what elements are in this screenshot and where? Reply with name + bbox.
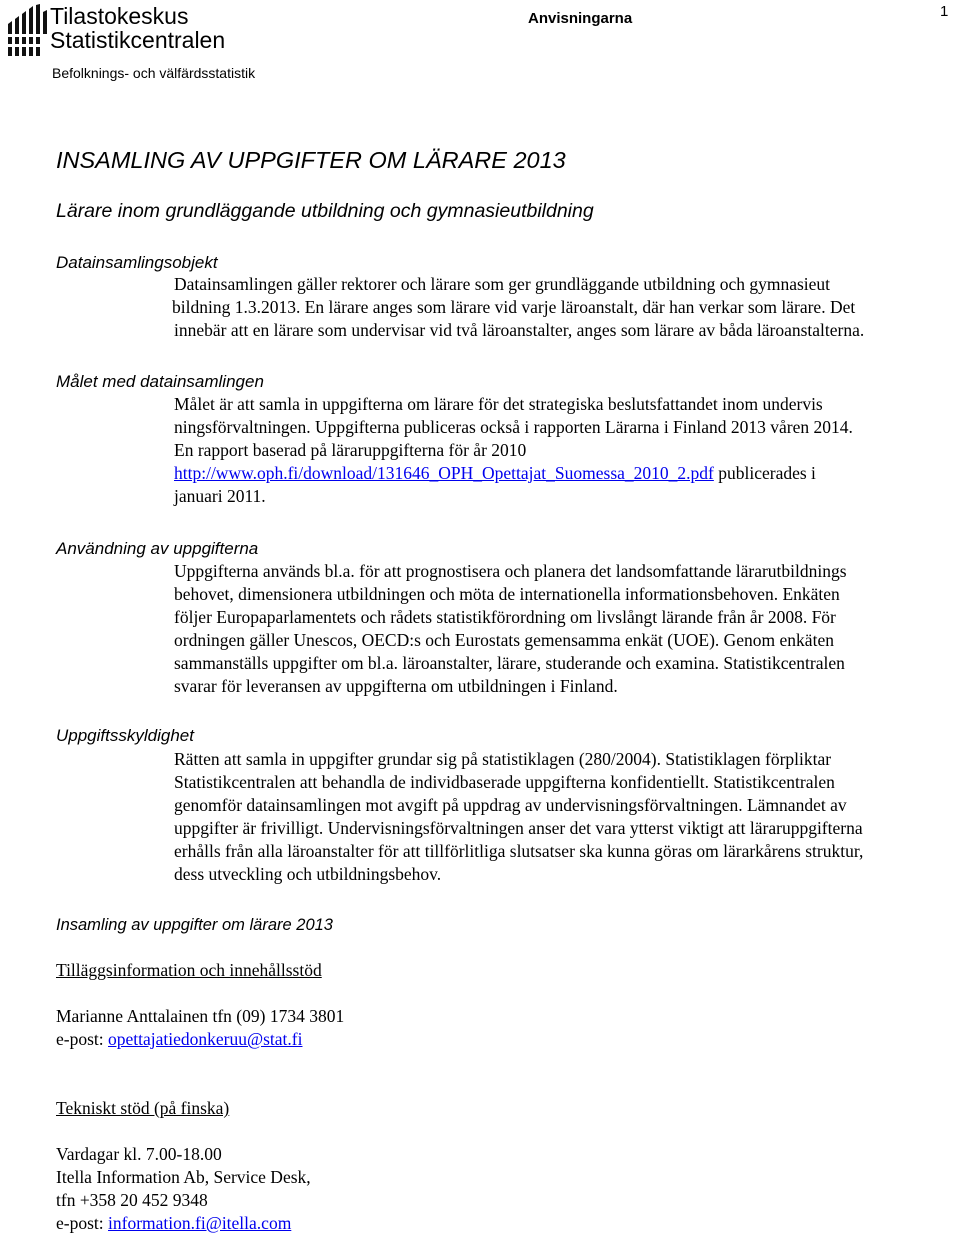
- survey-title: Insamling av uppgifter om lärare 2013: [56, 916, 333, 934]
- email-label: e-post:: [56, 1029, 109, 1049]
- paragraph-line: följer Europaparlamentets och rådets statistikförordning om livslångt lärande från år 2008. För: [174, 607, 836, 627]
- paragraph-line: Rätten att samla in uppgifter grundar sig på statistiklagen (280/2004). Statistiklagen förpliktar: [174, 749, 832, 769]
- section-heading-datainsamlingsobjekt: Datainsamlingsobjekt: [56, 253, 218, 272]
- contact-name: Marianne Anttalainen tfn (09) 1734 3801: [56, 1006, 345, 1026]
- section-body-datainsamlingsobjekt: [174, 273, 954, 342]
- section-heading-malet: Målet med datainsamlingen: [56, 372, 264, 391]
- paragraph-line: sammanställs uppgifter om bl.a. läroanstalter, lärare, studerande och examina. Statistikcentralen: [174, 653, 845, 673]
- section-heading-anvandning: Användning av uppgifterna: [56, 539, 259, 558]
- paragraph-line: svarar för leveransen av uppgifterna om utbildningen i Finland.: [174, 676, 618, 696]
- tech-company: Itella Information Ab, Service Desk,: [56, 1167, 311, 1187]
- paragraph-line: Datainsamlingen gäller rektorer och lärare som ger grundläggande utbildning och gymnasieut: [174, 274, 831, 294]
- paragraph-line: dess utveckling och utbildningsbehov.: [174, 864, 442, 884]
- paragraph-line: erhålls från alla läroanstalter för att tillförlitliga slutsatser ska kunna göras om lärarkårens struktur,: [174, 841, 864, 861]
- tech-support-heading: Tekniskt stöd (på finska): [56, 1098, 230, 1118]
- tech-phone: tfn +358 20 452 9348: [56, 1190, 208, 1210]
- department-label: Befolknings- och välfärdsstatistik: [52, 65, 256, 81]
- link-trailing-text: publicerades i: [713, 463, 816, 483]
- section-body-anvandning: [174, 560, 954, 698]
- paragraph-line: januari 2011.: [174, 486, 266, 506]
- contact-email-link[interactable]: opettajatiedonkeruu@stat.fi: [108, 1029, 303, 1049]
- contact-email-line: [56, 1029, 302, 1050]
- logo-text-swedish: Statistikcentralen: [50, 27, 226, 53]
- paragraph-line: Statistikcentralen att behandla de individbaserade uppgifterna konfidentiellt. Statistikcentralen: [174, 772, 835, 792]
- paragraph-line: ordningen gäller Unescos, OECD:s och Eurostats gemensamma enkät (UOE). Genom enkäten: [174, 630, 834, 650]
- paragraph-line: En rapport baserad på läraruppgifterna för år 2010: [174, 440, 527, 460]
- paragraph-line: Målet är att samla in uppgifterna om lärare för det strategiska beslutsfattandet inom undervis: [174, 394, 823, 414]
- report-link[interactable]: http://www.oph.fi/download/131646_OPH_Opettajat_Suomessa_2010_2.pdf: [174, 463, 714, 483]
- paragraph-line: innebär att en lärare som undervisar vid två läroanstalter, anges som lärare av båda läroanstalterna.: [174, 320, 865, 340]
- paragraph-line: ningsförvaltningen. Uppgifterna publiceras också i rapporten Lärarna i Finland 2013 våren 2014.: [174, 417, 853, 437]
- paragraph-line: Uppgifterna används bl.a. för att prognostisera och planera det landsomfattande lärarutbildnings: [174, 561, 847, 581]
- header-title: Anvisningarna: [528, 10, 633, 27]
- paragraph-line: genomför datainsamlingen mot avgift på uppdrag av undervisningsförvaltningen. Lämnandet av: [174, 795, 847, 815]
- paragraph-line: uppgifter är frivilligt. Undervisningsförvaltningen anser det vara ytterst viktigt att läraruppgifterna: [174, 818, 863, 838]
- section-body-uppgiftsskyldighet: [174, 748, 954, 886]
- paragraph-line: behovet, dimensionera utbildningen och möta de internationella informationsbehoven. Enkäten: [174, 584, 840, 604]
- page-number: 1: [940, 3, 949, 20]
- document-title: INSAMLING AV UPPGIFTER OM LÄRARE 2013: [56, 147, 566, 173]
- logo-text-finnish: Tilastokeskus: [50, 3, 189, 29]
- paragraph-line: bildning 1.3.2013. En lärare anges som lärare vid varje läroanstalt, där han verkar som lärare. Det: [172, 297, 856, 317]
- tech-hours: Vardagar kl. 7.00-18.00: [56, 1144, 222, 1164]
- tech-email-link[interactable]: information.fi@itella.com: [108, 1213, 292, 1233]
- info-heading: Tilläggsinformation och innehållsstöd: [56, 960, 322, 980]
- section-heading-uppgiftsskyldighet: Uppgiftsskyldighet: [56, 726, 194, 745]
- tech-email-line: [56, 1213, 291, 1234]
- paragraph-line-with-link: [174, 462, 954, 485]
- tilastokeskus-logo-icon: [4, 4, 50, 56]
- email-label: e-post:: [56, 1213, 109, 1233]
- document-subtitle: Lärare inom grundläggande utbildning och gymnasieutbildning: [56, 200, 594, 222]
- section-body-malet: [174, 393, 954, 508]
